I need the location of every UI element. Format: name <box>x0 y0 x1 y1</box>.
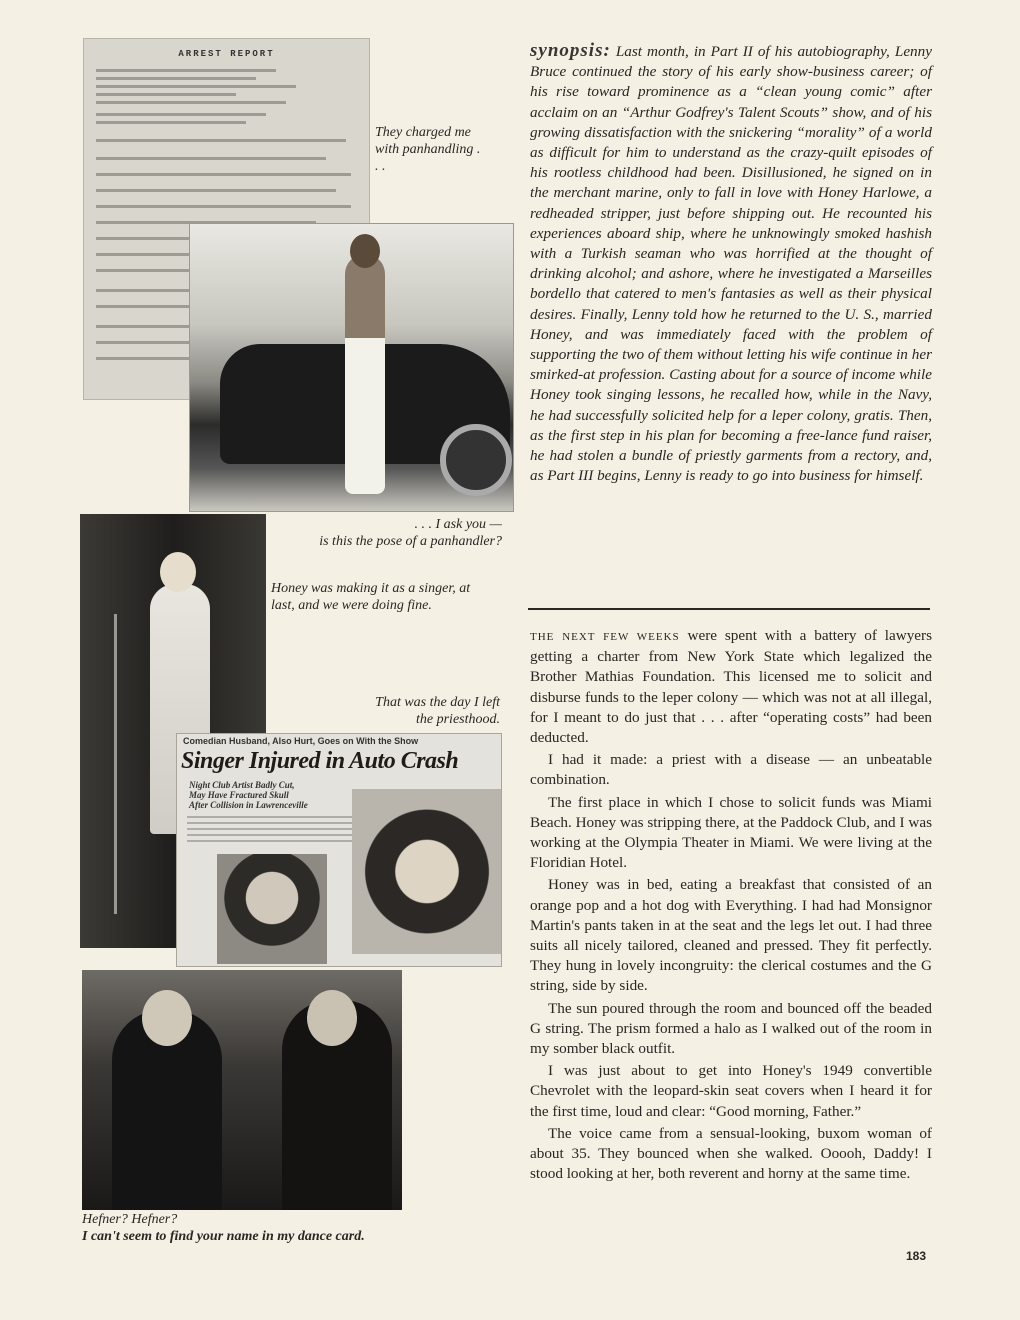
beach-caption-line-1: . . . I ask you — <box>414 517 502 532</box>
synopsis-text: Last month, in Part II of his autobiography, Lenny Bruce continued the story of his early show-business career; of his rise toward prominence as a “clean young comic” after acclaim on an “Arthur Godfrey's Talent Scouts” show, and of his growing dissatisfaction with the snickering “morality” of a world as difficult for him to understand as the crazy-quilt episodes of his rootless childhood had been. Disillusioned, he signed on in the merchant marine, only to fall in love with Honey Harlowe, a redheaded stripper, just before shipping out. He recounted his experiences aboard ship, where he unknowingly smoked hashish with a Turkish seaman who was horrified at the thought of drinking alcohol; and ashore, where he investigated a Marseilles bordello that catered to men's fantasies as well as their physical desires. Finally, Lenny told how he returned to the U. S., married Honey, and was immediately faced with the problem of supporting the two of them without letting his wife continue in her smirked-at profession. Casting about for a source of income while Honey took singing lessons, he recalled how, while in the Navy, he had successfully solicited help for a leper colony, gratis. Then, as the first step in his plan for becoming a free-lance fund raiser, he had stolen a bundle of priestly garments from a rectory, and, as Part III begins, Lenny is ready to go into business for himself. <box>530 43 932 485</box>
clipping-headline: Singer Injured in Auto Crash <box>181 748 459 774</box>
beach-car-photo <box>189 223 514 512</box>
body-paragraph: Honey was in bed, eating a breakfast that consisted of an orange pop and a hot dog with Everything. I had had Monsignor Martin's pants taken in at the seat and the legs let out. I had three suits all nicely tailored, cleaned and pressed. They fit perfectly. They hung in lovely incongruity: the clerical costumes and the G string, side by side. <box>530 876 932 995</box>
body-paragraph: I was just about to get into Honey's 1949 convertible Chevrolet with the leopard-skin seat covers when I heard it for the first time, loud and clear: “Good morning, Father.” <box>530 1062 932 1120</box>
clipping-subhead-3: After Collision in Lawrenceville <box>189 800 308 810</box>
newspaper-clipping <box>176 733 502 967</box>
body-paragraph: The first place in which I chose to solicit funds was Miami Beach. Honey was stripping there, at the Paddock Club, and I was working at the Olympia Theater in Miami. We were living at the Floridian Hotel. <box>530 793 932 872</box>
clipping-subhead-1: Night Club Artist Badly Cut, <box>189 780 295 790</box>
synopsis-label: synopsis: <box>530 40 611 61</box>
body-paragraph: The voice came from a sensual-looking, buxom woman of about 35. They bounced when she walked. Ooooh, Daddy! I stood looking at her, both reverent and horny at the same time. <box>530 1124 932 1183</box>
hefner-photo <box>82 970 402 1210</box>
beach-caption-line-2: is this the pose of a panhandler? <box>319 534 502 549</box>
singer-caption: Honey was making it as a singer, at last, and we were doing fine. <box>271 581 471 613</box>
hefner-caption-line-2: I can't seem to find your name in my dance card. <box>82 1229 365 1244</box>
hefner-caption-line-1: Hefner? Hefner? <box>82 1212 178 1227</box>
arrest-report-caption: They charged me with panhandling . . . <box>375 125 481 174</box>
article-body <box>530 626 932 1186</box>
clipping-subheads <box>189 780 308 810</box>
body-paragraph-1 <box>530 626 932 748</box>
hefner-caption <box>82 1211 442 1245</box>
priesthood-caption: That was the day I left the priesthood. <box>375 695 500 727</box>
section-divider <box>528 608 930 610</box>
body-paragraph-1-text: were spent with a battery of lawyers getting a charter from New York State which legalized the Brother Mathias Foundation. This licensed me to solicit and disburse funds to the leper colony — which was not at all illegal, for I meant to do just that . . . after “operating costs” had been deducted. <box>530 627 933 747</box>
body-paragraph: I had it made: a priest with a disease — an unbeatable combination. <box>530 751 932 789</box>
page-number: 183 <box>906 1249 927 1263</box>
clipping-woman-portrait <box>352 789 502 954</box>
beach-photo-caption <box>270 516 502 550</box>
clipping-kicker: Comedian Husband, Also Hurt, Goes on With the Show <box>183 736 419 746</box>
clipping-man-portrait <box>217 854 327 964</box>
body-paragraph: The sun poured through the room and bounced off the beaded G string. The prism formed a halo as I walked out of the room in my somber black outfit. <box>530 999 932 1058</box>
synopsis-paragraph <box>530 40 932 486</box>
arrest-report-title: ARREST REPORT <box>178 49 275 59</box>
lead-in: THE NEXT FEW WEEKS <box>530 631 680 643</box>
clipping-subhead-2: May Have Fractured Skull <box>189 790 289 800</box>
